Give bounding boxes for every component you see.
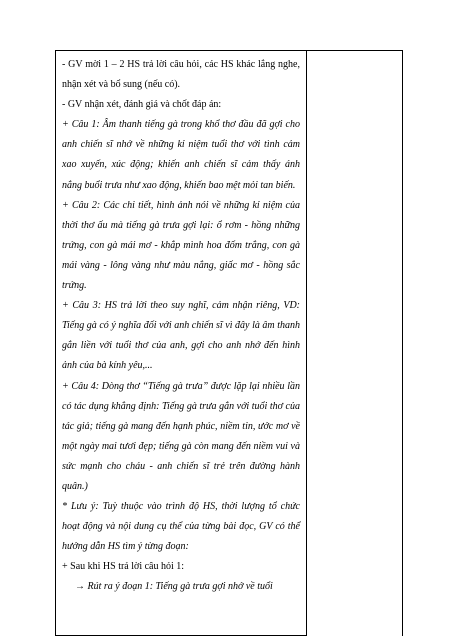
paragraph-answer-1: + Câu 1: Âm thanh tiếng gà trong khổ thơ đầu đã gợi cho anh chiến sĩ nhớ về những kỉ niệm tuổi thơ với tình cảm xao xuyến, xúc động; khiến anh chiến sĩ cảm thấy ánh nắng buổi trưa như xao động, khiến bao mệt mỏi tan biến. — [62, 119, 300, 191]
table-row — [56, 51, 403, 636]
paragraph-idea-1: → Rút ra ý đoạn 1: Tiếng gà trưa gợi nhớ về tuổi — [75, 581, 273, 593]
lesson-table — [55, 50, 403, 636]
paragraph-answer-3: + Câu 3: HS trả lời theo suy nghĩ, cảm nhận riêng, VD: Tiếng gà có ý nghĩa đối với anh chiến sĩ vì đây là âm thanh gắn liền với tuổi thơ của anh, gợi cho anh nhớ đến hình ảnh của bà kính yêu,... — [62, 300, 300, 372]
paragraph-after-question-1: + Sau khi HS trả lời câu hỏi 1: — [62, 561, 185, 573]
paragraph-gv-conclude: - GV nhận xét, đánh giá và chốt đáp án: — [62, 99, 222, 111]
paragraph-note: * Lưu ý: Tuỳ thuộc vào trình độ HS, thời lượng tổ chức hoạt động và nội dung cụ thể của từng bài đọc, GV có thể hướng dẫn HS tìm ý từng đoạn: — [62, 501, 300, 553]
activity-content — [56, 51, 306, 598]
paragraph-answer-2: + Câu 2: Các chi tiết, hình ảnh nói về những kỉ niệm của thời thơ ấu mà tiếng gà trưa gợi lại: ổ rơm - hồng những trứng, con gà mái mơ - khắp mình hoa đốm trắng, con gà mái vàng - lông vàng như màu nắng, giấc mơ - hồng sắc trứng. — [62, 199, 300, 292]
paragraph-answer-4: + Câu 4: Dòng thơ “Tiếng gà trưa” được lặp lại nhiều lần có tác dụng khẳng định: Tiếng gà trưa gắn với tuổi thơ của tác giả; tiếng gà mang đến hạnh phúc, niềm tin, ước mơ về một ngày mai tươi đẹp; tiếng gà còn mang đến niềm vui và sức mạnh cho cháu - anh chiến sĩ trẻ trên đường hành quân.) — [62, 380, 300, 492]
paragraph-gv-invite: - GV mời 1 – 2 HS trả lời câu hỏi, các HS khác lắng nghe, nhận xét và bổ sung (nếu có). — [62, 59, 300, 91]
notes-cell — [307, 51, 403, 636]
activity-cell — [56, 51, 307, 636]
